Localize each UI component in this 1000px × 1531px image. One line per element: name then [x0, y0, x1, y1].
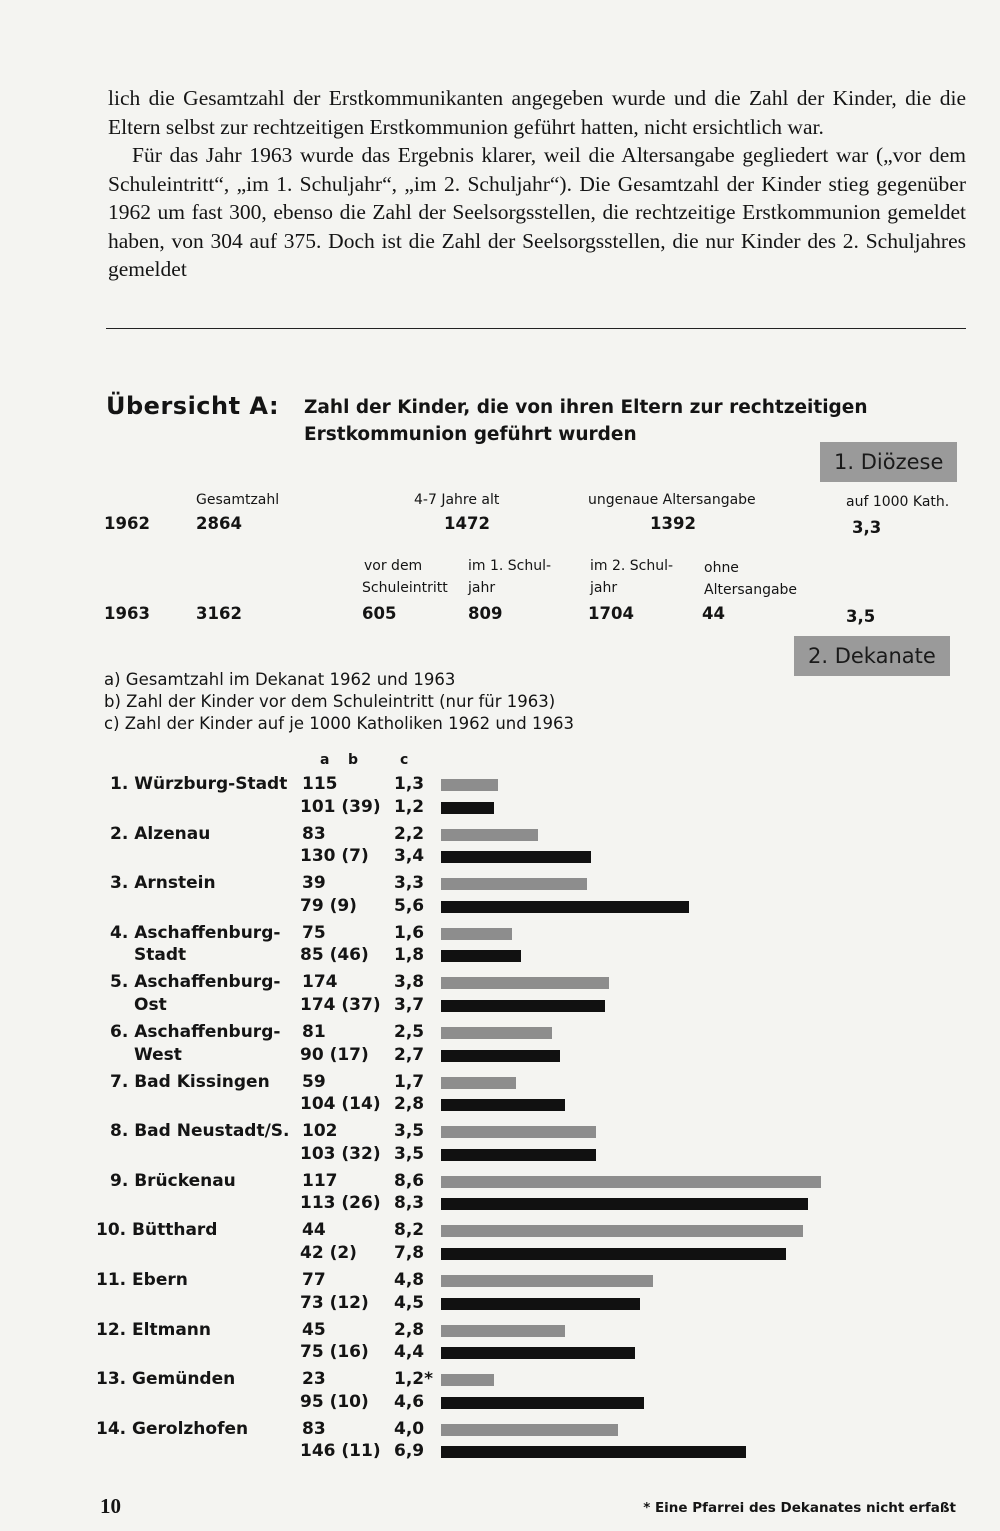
before-school-1963: 605 — [362, 604, 397, 623]
dekanat-bar-1963 — [441, 851, 591, 863]
dekanat-bar-1963 — [441, 1248, 786, 1260]
col-label-ohne: ohne — [704, 560, 739, 576]
dekanat-per-1000-1962: 8,6 — [394, 1170, 425, 1191]
dekanat-name-line-1: 12. Eltmann — [96, 1319, 211, 1340]
dekanat-per-1000-1963: 3,5 — [394, 1143, 425, 1164]
dekanat-name-line-1: 14. Gerolzhofen — [96, 1418, 249, 1439]
dekanat-value-1963: 113 (26) — [300, 1193, 381, 1214]
dekanat-per-1000-1962: 3,8 — [394, 972, 425, 993]
total-1962: 2864 — [196, 514, 242, 533]
dekanat-value-1963: 85 (46) — [300, 945, 369, 966]
dekanat-value-1963: 90 (17) — [300, 1044, 369, 1065]
dekanat-bar-1962 — [441, 1176, 821, 1188]
legend-a: a) Gesamtzahl im Dekanat 1962 und 1963 — [104, 670, 456, 689]
footnote: * Eine Pfarrei des Dekanates nicht erfaßt — [643, 1500, 956, 1516]
dekanat-per-1000-1963: 5,6 — [394, 895, 425, 916]
dekanat-per-1000-1963: 4,6 — [394, 1391, 425, 1412]
dekanat-per-1000-1962: 8,2 — [394, 1220, 425, 1241]
dekanat-value-1963: 103 (32) — [300, 1143, 381, 1164]
intro-paragraph-1: lich die Gesamtzahl der Erstkommunikanten angegeben wurde und die Zahl der Kinder, die die Eltern selbst zur rechtzeitigen Erstkommunion geführt hatten, nicht ersichtlich war. — [108, 86, 966, 139]
col-header-b: b — [348, 752, 359, 768]
col-label-4-7-jahre: 4-7 Jahre alt — [414, 492, 500, 508]
dekanat-value-1963: 73 (12) — [300, 1292, 369, 1313]
dekanat-bar-1962 — [441, 1027, 552, 1039]
dekanat-bar-1962 — [441, 1374, 494, 1386]
dekanat-name-line-1: 13. Gemünden — [96, 1369, 236, 1390]
dekanat-name-line-1: 9. Brückenau — [110, 1170, 236, 1191]
dekanat-per-1000-1962: 1,7 — [394, 1071, 425, 1092]
dekanat-per-1000-1962: 2,2 — [394, 823, 425, 844]
dekanat-name-line-1: 1. Würzburg-Stadt — [110, 774, 288, 794]
dekanat-bar-1963 — [441, 1446, 746, 1458]
dekanat-per-1000-1962: 1,6 — [394, 922, 425, 943]
dekanat-per-1000-1963: 2,7 — [394, 1044, 425, 1065]
dekanat-per-1000-1963: 3,4 — [394, 846, 425, 867]
divider-rule — [106, 328, 966, 329]
dekanat-per-1000-1963: 3,7 — [394, 994, 425, 1015]
dekanat-bar-1962 — [441, 878, 587, 890]
dekanat-per-1000-1962: 2,8 — [394, 1319, 425, 1340]
dekanat-value-1962: 117 — [302, 1170, 338, 1191]
dekanat-name-line-1: 11. Ebern — [96, 1270, 188, 1290]
dekanat-value-1963: 130 (7) — [300, 846, 369, 867]
dekanat-per-1000-1962: 3,3 — [394, 873, 425, 894]
col-label-im-2-schul: im 2. Schul- — [590, 558, 674, 574]
dekanat-per-1000-1962: 1,2* — [394, 1369, 434, 1390]
dekanat-value-1963: 95 (10) — [300, 1391, 369, 1412]
dekanat-value-1962: 81 — [302, 1022, 326, 1042]
dekanat-bar-1962 — [441, 928, 512, 940]
page-number: 10 — [100, 1494, 121, 1518]
dekanat-per-1000-1963: 4,5 — [394, 1292, 425, 1313]
col-label-vor-dem: vor dem — [364, 558, 423, 574]
dekanat-value-1962: 174 — [302, 972, 338, 993]
dekanat-per-1000-1962: 2,5 — [394, 1022, 425, 1042]
section-tag-dekanate: 2. Dekanate — [794, 636, 950, 676]
col-label-gesamtzahl: Gesamtzahl — [196, 492, 280, 508]
dekanat-value-1962: 83 — [302, 1418, 326, 1439]
dekanat-value-1962: 39 — [302, 873, 326, 894]
dekanat-value-1962: 77 — [302, 1270, 326, 1290]
dekanat-value-1962: 102 — [302, 1121, 338, 1142]
dekanat-bar-1962 — [441, 1077, 516, 1089]
dekanat-per-1000-1963: 6,9 — [394, 1441, 425, 1462]
age-4-7-1962: 1472 — [444, 514, 490, 533]
dekanat-bar-1963 — [441, 1000, 605, 1012]
dekanat-value-1962: 83 — [302, 823, 326, 844]
dekanat-per-1000-1963: 2,8 — [394, 1094, 425, 1115]
dekanat-per-1000-1963: 8,3 — [394, 1193, 425, 1214]
col-header-a: a — [320, 752, 330, 768]
dekanat-value-1962: 59 — [302, 1071, 326, 1092]
dekanat-value-1963: 79 (9) — [300, 895, 357, 916]
dekanat-bar-1962 — [441, 1424, 618, 1436]
dekanat-name-line-1: 7. Bad Kissingen — [110, 1071, 270, 1092]
total-1963: 3162 — [196, 604, 242, 623]
dekanat-value-1962: 44 — [302, 1220, 326, 1241]
dekanat-value-1962: 115 — [302, 774, 338, 794]
dekanat-value-1962: 45 — [302, 1319, 326, 1340]
dekanat-name-line-2: Stadt — [134, 945, 187, 966]
col-label-im-1-schul: im 1. Schul- — [468, 558, 552, 574]
col-label-jahr-2: jahr — [590, 580, 618, 596]
col-label-ungenaue-altersangabe: ungenaue Altersangabe — [588, 492, 756, 508]
intro-paragraph-2: Für das Jahr 1963 wurde das Ergebnis klarer, weil die Altersangabe gegliedert war („vor dem Schuleintritt“, „im 1. Schuljahr“, „im 2. Schuljahr“). Die Gesamtzahl der Kinder stieg gegenüber 1962 um fast 300, ebenso die Zahl der Seelsorgsstellen, die rechtzeitige Erstkommunion gemeldet haben, von 304 auf 375. Doch ist die Zahl der Seelsorgsstellen, die nur Kinder des 2. Schuljahres gemeldet — [108, 143, 966, 281]
dekanat-bar-1962 — [441, 829, 538, 841]
dekanat-per-1000-1963: 1,2 — [394, 796, 425, 817]
imprecise-age-1962: 1392 — [650, 514, 696, 533]
dekanat-bar-1962 — [441, 1225, 803, 1237]
no-age-1963: 44 — [702, 604, 725, 623]
dekanat-bar-1963 — [441, 1099, 565, 1111]
dekanat-per-1000-1963: 4,4 — [394, 1342, 425, 1363]
col-label-altersangabe: Altersangabe — [704, 582, 798, 598]
dekanat-bar-1963 — [441, 1050, 560, 1062]
school-year-1-1963: 809 — [468, 604, 503, 623]
dekanat-value-1963: 75 (16) — [300, 1342, 369, 1363]
dekanat-bar-1963 — [441, 1298, 640, 1310]
dekanat-bar-1963 — [441, 1347, 635, 1359]
col-label-schuleintritt: Schuleintritt — [362, 580, 448, 596]
dekanat-bar-1962 — [441, 1325, 565, 1337]
dekanat-value-1963: 104 (14) — [300, 1094, 381, 1115]
dekanat-per-1000-1962: 1,3 — [394, 774, 425, 794]
section-tag-dioezese: 1. Diözese — [820, 442, 957, 482]
dekanat-bar-1962 — [441, 977, 609, 989]
dekanat-per-1000-1962: 4,8 — [394, 1270, 425, 1290]
dekanat-value-1963: 101 (39) — [300, 796, 381, 817]
dekanat-bar-1963 — [441, 950, 521, 962]
year-1962: 1962 — [104, 514, 150, 533]
overview-subtitle: Zahl der Kinder, die von ihren Eltern zur rechtzeitigen Erstkommunion geführt wurden — [304, 397, 868, 445]
dekanat-name-line-1: 5. Aschaffenburg- — [110, 972, 281, 993]
dekanat-bar-1963 — [441, 1198, 808, 1210]
dekanat-bar-1962 — [441, 1275, 653, 1287]
dekanat-value-1962: 75 — [302, 922, 326, 943]
dekanat-bar-1962 — [441, 1126, 596, 1138]
dekanat-value-1963: 146 (11) — [300, 1441, 381, 1462]
col-label-auf-1000-kath: auf 1000 Kath. — [846, 494, 950, 510]
dekanat-name-line-2: Ost — [134, 994, 167, 1015]
dekanat-per-1000-1963: 1,8 — [394, 945, 425, 966]
dekanat-bar-1962 — [441, 779, 498, 791]
dekanat-name-line-1: 6. Aschaffenburg- — [110, 1022, 281, 1042]
col-label-jahr-1: jahr — [468, 580, 496, 596]
dekanat-bar-1963 — [441, 1149, 596, 1161]
dekanat-bar-1963 — [441, 802, 494, 814]
dekanat-name-line-1: 3. Arnstein — [110, 873, 216, 894]
school-year-2-1963: 1704 — [588, 604, 634, 623]
legend-c: c) Zahl der Kinder auf je 1000 Katholiken 1962 und 1963 — [104, 714, 574, 733]
dekanat-bar-1963 — [441, 901, 689, 913]
dekanat-bar-1963 — [441, 1397, 644, 1409]
dekanat-per-1000-1963: 7,8 — [394, 1242, 425, 1263]
dekanat-value-1963: 174 (37) — [300, 994, 381, 1015]
legend-b: b) Zahl der Kinder vor dem Schuleintritt (nur für 1963) — [104, 692, 556, 711]
dekanat-value-1962: 23 — [302, 1369, 326, 1390]
dekanat-name-line-1: 8. Bad Neustadt/S. — [110, 1121, 290, 1142]
col-header-c: c — [400, 752, 409, 768]
dekanat-per-1000-1962: 4,0 — [394, 1418, 425, 1439]
dekanat-name-line-2: West — [134, 1044, 182, 1065]
dekanat-name-line-1: 4. Aschaffenburg- — [110, 922, 281, 943]
dekanat-name-line-1: 10. Bütthard — [96, 1220, 218, 1241]
per-1000-1962: 3,3 — [852, 518, 882, 537]
per-1000-1963: 3,5 — [846, 607, 876, 626]
overview-title: Übersicht A: — [106, 392, 280, 420]
dekanat-per-1000-1962: 3,5 — [394, 1121, 425, 1142]
year-1963: 1963 — [104, 604, 150, 623]
dekanat-name-line-1: 2. Alzenau — [110, 823, 211, 844]
dekanat-value-1963: 42 (2) — [300, 1242, 357, 1263]
intro-text — [108, 84, 966, 284]
